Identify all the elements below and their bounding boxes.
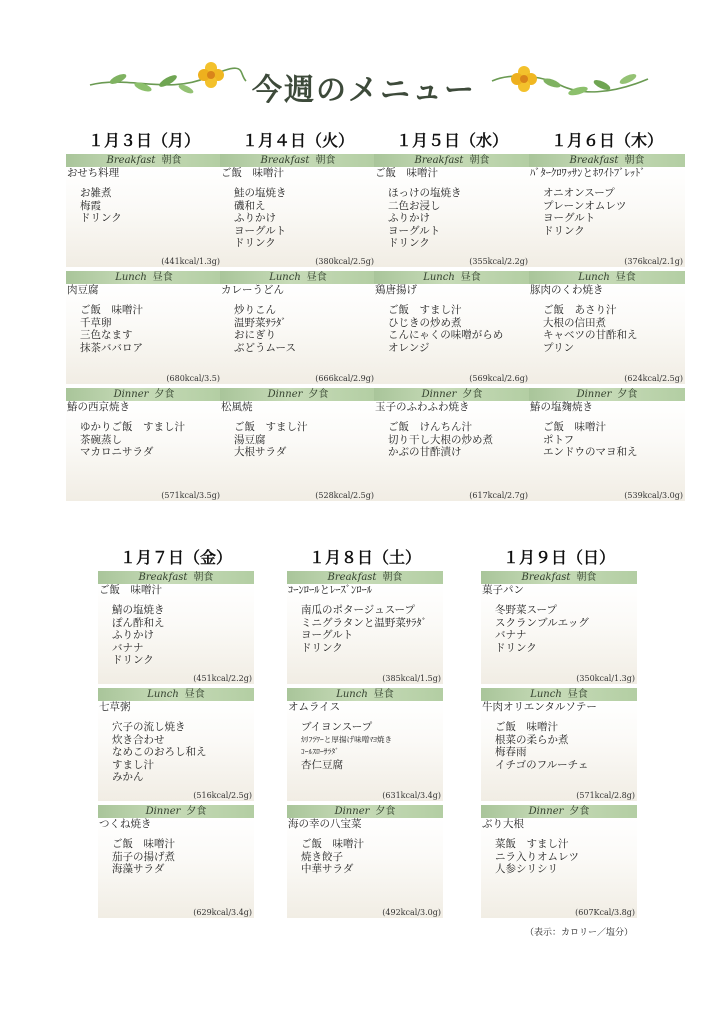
meal-header [481,571,637,584]
meal-header [374,388,530,401]
side-dish: ニラ入りオムレツ [495,850,579,863]
meal-name-jp: 夕食 [462,389,483,400]
meal-block [66,154,222,267]
main-dish: 鰆の西京焼き [67,401,130,413]
meal-name-en: Dinner [334,806,370,817]
meal-name-en: Dinner [267,389,303,400]
side-dish: ドリンク [301,641,343,654]
meal-block [220,388,376,501]
meal-body [374,284,530,384]
main-dish: ｺｰﾝﾛｰﾙとﾚｰｽﾞﾝﾛｰﾙ [288,584,372,596]
side-dish: ヨーグルト [388,224,441,237]
meal-name-en: Dinner [528,806,564,817]
side-dish-list [98,838,254,876]
side-dish: ドリンク [543,224,585,237]
side-dish: ふりかけ [234,212,276,224]
side-dish: 穴子の流し焼き [112,721,186,733]
side-dish: 冬野菜スープ [495,604,557,616]
side-dish: お雑煮 [80,187,112,199]
side-dish: 大根サラダ [234,446,287,458]
day-date: １月５日（水） [395,131,508,150]
meal-name-jp: 朝食 [576,572,597,583]
meal-header [481,805,637,818]
side-dish: おにぎり [234,329,276,341]
meal-name-jp: 夕食 [186,806,207,817]
meal-block [374,154,530,267]
meal-body [529,284,685,384]
main-dish: 牛肉オリエンタルソテー [482,701,597,713]
side-dish: ドリンク [234,237,276,249]
side-dish: 菜飯 すまし汁 [495,838,569,850]
side-dish-list [481,838,637,876]
calorie-salt-label: (376kcal/2.1g) [624,257,683,266]
side-dish-list [529,187,685,237]
day-column [481,545,637,918]
side-dish: 温野菜ｻﾗﾀﾞ [234,316,287,329]
side-dish: ゆかりご飯 すまし汁 [80,421,185,433]
main-dish: 肉豆腐 [67,284,99,296]
meal-name-jp: 夕食 [154,389,175,400]
meal-name-jp: 昼食 [615,272,636,283]
title-banner [0,55,724,115]
meal-body [481,584,637,684]
side-dish: 炊き合わせ [112,733,165,746]
side-dish: 中華サラダ [301,863,354,875]
calorie-salt-label: (350kcal/1.3g) [576,674,635,683]
side-dish-list [374,187,530,250]
meal-block [98,571,254,684]
side-dish: こんにゃくの味噌がらめ [388,329,504,341]
meal-name-en: Lunch [269,272,301,283]
side-dish: かぶの甘酢漬け [388,446,462,458]
side-dish: 抹茶ババロア [80,341,143,354]
meal-name-en: Dinner [113,389,149,400]
side-dish: ほっけの塩焼き [388,187,462,199]
side-dish: ひじきの炒め煮 [388,316,462,329]
meal-name-en: Lunch [336,689,368,700]
main-dish: 鰆の塩麹焼き [530,401,593,413]
meal-body [220,401,376,501]
side-dish: 湯豆腐 [234,433,266,446]
side-dish-list [529,421,685,459]
day-date: １月９日（日） [502,548,615,567]
side-dish-list [287,604,443,654]
side-dish: プレーンオムレツ [543,199,627,212]
side-dish: ドリンク [495,641,537,654]
side-dish: ヨーグルト [543,212,596,224]
meal-name-jp: 夕食 [617,389,638,400]
meal-name-en: Breakfast [569,155,619,166]
meal-header [287,688,443,701]
side-dish: 大根の信田煮 [543,316,606,329]
side-dish-list [481,721,637,771]
main-dish: おせち料理 [67,167,120,179]
main-dish: ご飯 味噌汁 [375,167,438,179]
side-dish-list [529,304,685,354]
side-dish: エンドウのマヨ和え [543,446,638,458]
meal-name-jp: 朝食 [469,155,490,166]
side-dish: オレンジ [388,341,430,354]
meal-block [529,154,685,267]
meal-name-en: Lunch [423,272,455,283]
meal-body [481,818,637,918]
side-dish: キャベツの甘酢和え [543,329,638,341]
side-dish: 人参シリシリ [495,863,558,875]
meal-name-jp: 昼食 [152,272,173,283]
calorie-salt-label: (624kcal/2.5g) [624,374,683,383]
meal-name-jp: 昼食 [306,272,327,283]
meal-name-jp: 昼食 [460,272,481,283]
day-date: １月８日（土） [308,548,421,567]
meal-block [481,805,637,918]
side-dish: ご飯 味噌汁 [495,721,558,733]
side-dish: 千草卵 [80,316,112,329]
calorie-salt-label: (571kcal/2.8g) [576,791,635,800]
day-date: １月３日（月） [87,131,200,150]
side-dish: ご飯 味噌汁 [112,838,175,850]
meal-body [220,167,376,267]
meal-header [529,154,685,167]
calorie-salt-label: (380kcal/2.5g) [315,257,374,266]
meal-name-en: Breakfast [414,155,464,166]
meal-name-jp: 昼食 [373,689,394,700]
meal-name-jp: 夕食 [569,806,590,817]
meal-block [66,271,222,384]
meal-header [529,271,685,284]
meal-header [66,271,222,284]
side-dish-list [98,721,254,784]
meal-body [287,701,443,801]
meal-body [287,584,443,684]
main-dish: 豚肉のくわ焼き [530,284,604,296]
main-dish: ﾊﾞﾀｰｸﾛﾜｯｻﾝとﾎﾜｲﾄﾌﾞﾚｯﾄﾞ [530,167,646,179]
meal-name-jp: 昼食 [184,689,205,700]
meal-header [98,688,254,701]
meal-block [481,688,637,801]
side-dish: ご飯 けんちん汁 [388,421,472,433]
side-dish: ドリンク [388,237,430,249]
side-dish-list [287,721,443,771]
meal-header [374,154,530,167]
side-dish-list [374,421,530,459]
side-dish: ご飯 あさり汁 [543,304,617,316]
meal-block [98,805,254,918]
day-column [529,128,685,501]
day-column [66,128,222,501]
side-dish: 根菜の柔らか煮 [495,733,569,746]
meal-body [374,401,530,501]
meal-block [529,388,685,501]
meal-block [287,688,443,801]
meal-name-jp: 朝食 [382,572,403,583]
page-title: 今週のメニュー [252,73,476,108]
meal-header [98,571,254,584]
meal-header [529,388,685,401]
meal-block [481,571,637,684]
meal-body [220,284,376,384]
side-dish: 梅霞 [80,199,101,212]
meal-name-en: Breakfast [260,155,310,166]
side-dish-list [66,421,222,459]
side-dish: ヨーグルト [234,224,287,237]
meal-header [98,805,254,818]
meal-block [66,388,222,501]
side-dish: ドリンク [80,212,122,224]
meal-block [220,271,376,384]
meal-header [374,271,530,284]
meal-name-en: Breakfast [106,155,156,166]
legend-note: （表示：カロリー／塩分） [525,928,634,938]
meal-header [287,805,443,818]
side-dish: プリン [543,341,575,354]
side-dish: マカロニサラダ [80,446,154,458]
calorie-salt-label: (355kcal/2.2g) [469,257,528,266]
meal-header [66,388,222,401]
calorie-salt-label: (607Kcal/3.8g) [575,908,635,917]
calorie-salt-label: (631kcal/3.4g) [382,791,441,800]
meal-body [481,701,637,801]
meal-body [529,401,685,501]
meal-name-en: Lunch [530,689,562,700]
main-dish: オムライス [288,701,341,713]
meal-name-jp: 夕食 [375,806,396,817]
day-column [374,128,530,501]
calorie-salt-label: (441kcal/1.3g) [161,257,220,266]
side-dish: 海藻サラダ [112,863,165,875]
side-dish: ミニグラタンと温野菜ｻﾗﾀﾞ [301,616,427,629]
side-dish: 杏仁豆腐 [301,758,343,771]
side-dish: みかん [112,771,144,783]
main-dish: ご飯 味噌汁 [221,167,284,179]
meal-header [66,154,222,167]
side-dish: ぽん酢和え [112,616,165,629]
side-dish: オニオンスープ [543,187,615,199]
side-dish: ふりかけ [112,629,154,641]
side-dish: ヨーグルト [301,629,354,641]
day-column [220,128,376,501]
calorie-salt-label: (629kcal/3.4g) [193,908,252,917]
meal-name-jp: 朝食 [193,572,214,583]
meal-name-jp: 昼食 [567,689,588,700]
side-dish: 南瓜のポタージュスープ [301,604,416,616]
calorie-salt-label: (528kcal/2.5g) [315,491,374,500]
main-dish: カレーうどん [221,284,284,296]
side-dish: 茶碗蒸し [80,433,122,446]
meal-name-en: Breakfast [138,572,188,583]
side-dish: ポトフ [543,433,575,446]
meal-body [374,167,530,267]
side-dish: 三色なます [80,329,133,341]
calorie-salt-label: (385kcal/1.5g) [382,674,441,683]
calorie-salt-label: (539kcal/3.0g) [624,491,683,500]
meal-name-en: Lunch [147,689,179,700]
day-date: １月４日（火） [241,131,354,150]
main-dish: 玉子のふわふわ焼き [375,401,470,413]
side-dish: スクランブルエッグ [495,616,589,629]
meal-body [287,818,443,918]
side-dish-list [374,304,530,354]
meal-name-en: Breakfast [327,572,377,583]
meal-name-jp: 朝食 [624,155,645,166]
meal-block [374,388,530,501]
meal-block [98,688,254,801]
meal-name-en: Dinner [576,389,612,400]
meal-body [98,701,254,801]
meal-name-en: Dinner [145,806,181,817]
meal-name-en: Breakfast [521,572,571,583]
meal-block [529,271,685,384]
meal-header [220,271,376,284]
side-dish: なめこのおろし和え [112,746,207,758]
side-dish: ぶどうムース [234,341,296,354]
side-dish-list [220,187,376,250]
calorie-salt-label: (571kcal/3.5g) [161,491,220,500]
calorie-salt-label: (492kcal/3.0g) [382,908,441,917]
meal-body [66,401,222,501]
meal-block [220,154,376,267]
meal-name-en: Lunch [115,272,147,283]
side-dish: バナナ [495,629,527,641]
side-dish-list [220,304,376,354]
side-dish-list [287,838,443,876]
side-dish: すまし汁 [112,758,154,771]
side-dish: ｺｰﾙｽﾛｰｻﾗﾀﾞ [301,747,339,756]
side-dish: 磯和え [234,199,266,212]
meal-body [66,167,222,267]
side-dish: 梅春雨 [495,746,527,758]
meal-block [287,805,443,918]
meal-block [287,571,443,684]
calorie-salt-label: (680kcal/3.5) [166,374,220,383]
side-dish-list [481,604,637,654]
meal-body [66,284,222,384]
meal-name-jp: 朝食 [315,155,336,166]
side-dish-list [66,304,222,354]
main-dish: 七草粥 [99,701,131,713]
day-date: １月７日（金） [119,548,232,567]
calorie-salt-label: (666kcal/2.9g) [315,374,374,383]
day-column [98,545,254,918]
calorie-salt-label: (617kcal/2.7g) [469,491,528,500]
side-dish: ブイヨンスープ [301,721,373,733]
side-dish: 鮭の塩焼き [234,187,287,199]
side-dish: 二色お浸し [388,199,441,212]
calorie-salt-label: (516kcal/2.5g) [193,791,252,800]
day-column [287,545,443,918]
meal-header [287,571,443,584]
side-dish: バナナ [112,641,144,654]
side-dish: ドリンク [112,654,154,666]
side-dish-list [98,604,254,667]
main-dish: 松風焼 [221,401,253,413]
main-dish: 鶏唐揚げ [375,284,417,296]
main-dish: つくね焼き [99,818,152,830]
side-dish: ふりかけ [388,212,430,224]
meal-name-jp: 夕食 [308,389,329,400]
side-dish: 鯖の塩焼き [112,604,165,616]
side-dish: ご飯 すまし汁 [388,304,462,316]
side-dish: 炒りこん [234,304,276,316]
meal-body [98,818,254,918]
side-dish: ご飯 すまし汁 [234,421,308,433]
side-dish: ご飯 味噌汁 [301,838,364,850]
meal-header [220,154,376,167]
meal-body [98,584,254,684]
meal-header [220,388,376,401]
main-dish: 菓子パン [482,584,524,596]
meal-name-en: Dinner [421,389,457,400]
main-dish: ぶり大根 [482,818,524,830]
side-dish-list [220,421,376,459]
day-date: １月６日（木） [550,131,663,150]
right-vine-flower-icon [490,55,650,105]
meal-name-en: Lunch [578,272,610,283]
side-dish-list [66,187,222,225]
meal-block [374,271,530,384]
side-dish: 切り干し大根の炒め煮 [388,433,493,446]
side-dish: ｶﾘﾌﾗﾜｰと厚揚げ味噌ﾏﾖ焼き [301,734,393,744]
left-vine-flower-icon [88,55,248,105]
side-dish: 焼き餃子 [301,850,343,863]
meal-name-jp: 朝食 [161,155,182,166]
calorie-salt-label: (569kcal/2.6g) [469,374,528,383]
side-dish: ご飯 味噌汁 [543,421,606,433]
main-dish: 海の幸の八宝菜 [288,818,362,830]
meal-header [481,688,637,701]
side-dish: ご飯 味噌汁 [80,304,143,316]
main-dish: ご飯 味噌汁 [99,584,162,596]
side-dish: イチゴのフルーチェ [495,758,589,771]
meal-body [529,167,685,267]
side-dish: 茄子の揚げ煮 [112,850,175,863]
calorie-salt-label: (451kcal/2.2g) [193,674,252,683]
